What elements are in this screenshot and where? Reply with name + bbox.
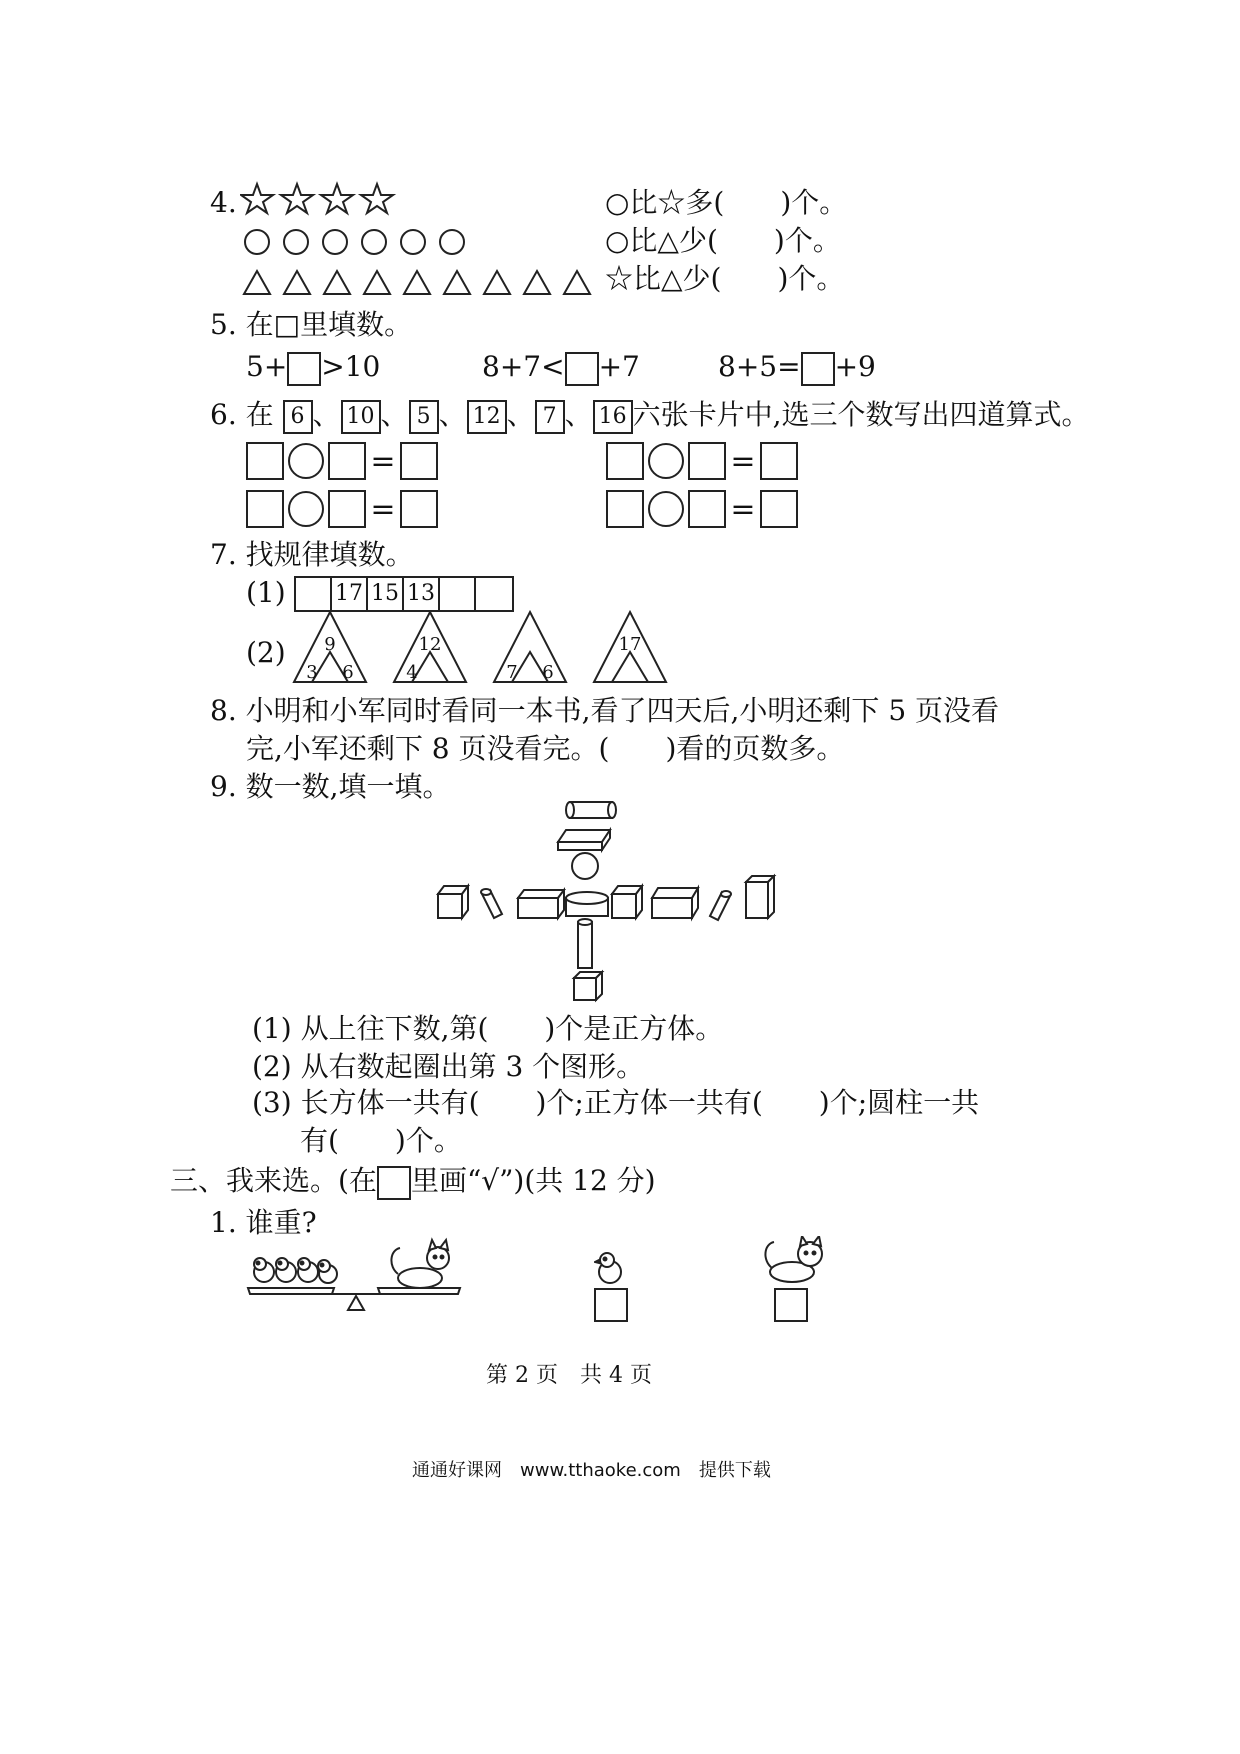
- triangle-shape: [564, 271, 590, 294]
- operator-circle[interactable]: [648, 491, 684, 527]
- equals-sign: =: [370, 491, 396, 527]
- star-shape: [321, 184, 353, 213]
- triangle-top-number: 17: [618, 634, 642, 655]
- operator-circle[interactable]: [648, 443, 684, 479]
- q5-eq-2-right: +7: [598, 350, 640, 383]
- section3-q1: 1. 谁重?: [210, 1206, 317, 1239]
- section3-heading: [170, 1164, 656, 1200]
- number-card: 7: [535, 400, 565, 434]
- answer-box-chick[interactable]: [594, 1288, 628, 1322]
- triangle-shape: [404, 271, 430, 294]
- triangle-top-number: 9: [324, 634, 336, 655]
- q5-heading: 5. 在□里填数。: [210, 308, 413, 341]
- cat-icon: [391, 1240, 449, 1288]
- q8-line-2: 完,小军还剩下 8 页没看完。( )看的页数多。: [246, 732, 845, 765]
- cylinder-shape: [566, 892, 608, 916]
- q9-sub-3-line-2: 有( )个。: [300, 1124, 462, 1157]
- q7-heading: 7. 找规律填数。: [210, 538, 414, 571]
- cylinder-shape: [481, 889, 502, 918]
- number-card: 16: [593, 400, 633, 434]
- cuboid-shape: [652, 888, 698, 918]
- answer-box[interactable]: [760, 442, 798, 480]
- chick-icon: [254, 1258, 274, 1282]
- cuboid-shape: [558, 830, 610, 850]
- operator-circle[interactable]: [288, 491, 324, 527]
- circle-shape: [401, 230, 425, 254]
- q5-eq-2-left: 8+7<: [482, 350, 565, 383]
- cube-shape: [438, 886, 468, 918]
- answer-box[interactable]: [801, 352, 835, 386]
- answer-box[interactable]: [400, 490, 438, 528]
- q6-heading: 6. 在 6 、 10 、 5 、 12 、 7 、 16 六张卡片中,选三个数写出四道算式。: [210, 398, 1090, 434]
- sequence-cell[interactable]: [440, 578, 476, 610]
- triangle-shape: [484, 271, 510, 294]
- star-shape: [241, 184, 273, 213]
- q6-equation-2: [606, 442, 798, 480]
- triangle-right-number: 6: [342, 662, 354, 683]
- chick-icon: [594, 1248, 626, 1286]
- cuboid-shape: [518, 890, 564, 918]
- star-shape: [361, 184, 393, 213]
- equals-sign: =: [730, 443, 756, 479]
- star-shape: [281, 184, 313, 213]
- triangle-shape: [524, 271, 550, 294]
- circle-shape: [245, 230, 269, 254]
- q5-eq-1: [246, 350, 380, 386]
- q6-equation-3: [246, 490, 438, 528]
- answer-box[interactable]: [328, 490, 366, 528]
- answer-box[interactable]: [565, 352, 599, 386]
- triangle-shape: [364, 271, 390, 294]
- q4-number: 4.: [210, 186, 237, 219]
- circle-shape: [284, 230, 308, 254]
- page-number-footer: 第 2 页 共 4 页: [486, 1363, 652, 1388]
- triangle-shape: [324, 271, 350, 294]
- answer-box[interactable]: [328, 442, 366, 480]
- answer-box[interactable]: [760, 490, 798, 528]
- triangle-left-number: 7: [506, 662, 518, 683]
- q5-eq-3: [718, 350, 876, 386]
- q6-heading-suffix: 六张卡片中,选三个数写出四道算式。: [632, 398, 1090, 431]
- chick-icon: [298, 1258, 318, 1282]
- q9-sub-1: (1) 从上往下数,第( )个是正方体。: [252, 1012, 724, 1045]
- answer-box[interactable]: [688, 442, 726, 480]
- download-credit: 通通好课网 www.tthaoke.com 提供下载: [412, 1460, 771, 1481]
- q5-eq-2: [482, 350, 640, 386]
- cube-shape: [574, 972, 602, 1000]
- q6-heading-prefix: 6. 在: [210, 398, 274, 431]
- q7-sequence: [294, 576, 514, 612]
- operator-circle[interactable]: [288, 443, 324, 479]
- answer-box[interactable]: [246, 490, 284, 528]
- q9-sub-2: (2) 从右数起圈出第 3 个图形。: [252, 1050, 645, 1083]
- answer-box[interactable]: [606, 490, 644, 528]
- triangle-shape: [444, 271, 470, 294]
- triangle-shape: [244, 271, 270, 294]
- sequence-cell: 13: [404, 578, 440, 610]
- cuboid-shape: [746, 876, 774, 918]
- answer-box-cat[interactable]: [774, 1288, 808, 1322]
- section3-heading-suffix: 里画“√”)(共 12 分): [410, 1164, 656, 1197]
- circle-shape: [323, 230, 347, 254]
- cat-icon: [758, 1236, 828, 1284]
- equals-sign: =: [370, 443, 396, 479]
- equals-sign: =: [730, 491, 756, 527]
- q8-line-1: 8. 小明和小军同时看同一本书,看了四天后,小明还剩下 5 页没看: [210, 694, 1000, 727]
- chick-icon: [318, 1260, 337, 1283]
- q9-sub-3-line-1: (3) 长方体一共有( )个;正方体一共有( )个;圆柱一共: [252, 1086, 980, 1119]
- answer-box[interactable]: [246, 442, 284, 480]
- cylinder-shape: [566, 802, 616, 818]
- sphere-shape: [572, 853, 598, 879]
- q4-question-3: ☆比△少( )个。: [605, 262, 845, 295]
- q5-eq-3-left: 8+5=: [718, 350, 801, 383]
- balance-scale-figure: [244, 1236, 464, 1316]
- q9-solid-shapes-figure: [430, 798, 780, 1008]
- q7-part2-label: (2): [246, 636, 286, 669]
- sequence-cell[interactable]: [296, 578, 332, 610]
- cylinder-shape: [578, 919, 592, 968]
- sequence-cell: 15: [368, 578, 404, 610]
- number-card: 10: [341, 400, 381, 434]
- answer-box[interactable]: [688, 490, 726, 528]
- circle-shape: [440, 230, 464, 254]
- sequence-cell[interactable]: [476, 578, 512, 610]
- q6-equation-4: [606, 490, 798, 528]
- sequence-cell: 17: [332, 578, 368, 610]
- q4-question-1: ○比☆多( )个。: [605, 186, 848, 219]
- triangle-left-number: 4: [406, 662, 418, 683]
- cube-shape: [612, 886, 642, 918]
- q7-part1-label: (1): [246, 576, 286, 609]
- q9-heading: 9. 数一数,填一填。: [210, 770, 451, 803]
- triangle-top-number: 12: [418, 634, 442, 655]
- q6-equation-1: [246, 442, 438, 480]
- q5-eq-1-right: >10: [321, 350, 381, 383]
- number-card: 12: [467, 400, 507, 434]
- number-card: 5: [409, 400, 439, 434]
- q4-shape-rows: [240, 178, 600, 308]
- q5-eq-1-left: 5+: [246, 350, 288, 383]
- triangle-shape: [284, 271, 310, 294]
- section3-heading-prefix: 三、我来选。(在: [170, 1164, 377, 1197]
- circle-shape: [362, 230, 386, 254]
- cylinder-shape: [710, 891, 731, 920]
- answer-box[interactable]: [287, 352, 321, 386]
- triangle-right-number: 6: [542, 662, 554, 683]
- check-box-sample: [377, 1166, 411, 1200]
- answer-box[interactable]: [400, 442, 438, 480]
- number-card: 6: [283, 400, 313, 434]
- triangle-left-number: 3: [306, 662, 318, 683]
- q4-question-2: ○比△少( )个。: [605, 224, 841, 257]
- q7-number-triangles: [290, 608, 690, 688]
- q5-eq-3-right: +9: [834, 350, 876, 383]
- chick-icon: [276, 1258, 296, 1282]
- answer-box[interactable]: [606, 442, 644, 480]
